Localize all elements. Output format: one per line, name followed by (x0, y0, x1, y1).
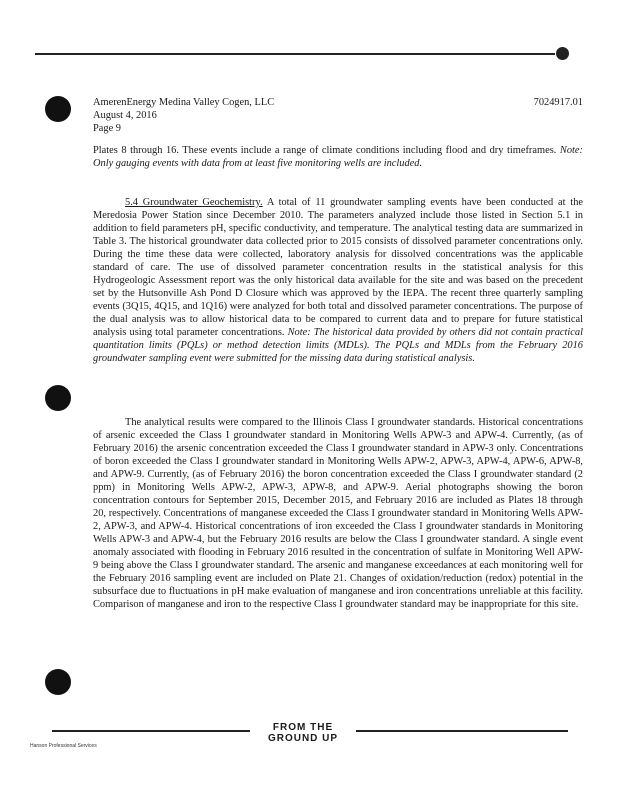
section-groundwater-geochemistry (93, 196, 583, 365)
letter-header (93, 96, 583, 135)
binder-hole-middle (45, 385, 71, 411)
company-name: AmerenEnergy Medina Valley Cogen, LLC (93, 97, 275, 108)
header-rule (35, 53, 555, 55)
paragraph-plates (93, 144, 583, 170)
footer-rule-right (356, 730, 568, 732)
document-date: August 4, 2016 (93, 110, 157, 121)
section-text: A total of 11 groundwater sampling events have been conducted at the Meredosia Power Station since December 2010. The parameters analyzed include those listed in Section 5.1 in addition to field parameters pH, specific conductivity, and temperature. The analytical testing data are summarized in Table 3. The historical groundwater data collected prior to 2015 consists of dissolved parameter concentrations only. During the time these data were collected, laboratory analysis for dissolved concentrations was the applicable standard of care. The use of dissolved parameter concentration results in the statistical analysis for this Hydrogeologic Assessment report was the only historical data available for the site and was based on the precedent set by the Hutsonville Ash Pond D Closure which was approved by the IEPA. The recent three quarterly sampling events (3Q15, 4Q15, and 1Q16) were analyzed for both total and dissolved parameter concentrations. The purpose of the dual analysis was to allow historical data to be compared to current data and to prepare for future statistical analysis using total parameter concentrations. (93, 197, 583, 338)
paragraph-analytical-results (93, 416, 583, 611)
paragraph-plates-text: Plates 8 through 16. These events include a range of climate conditions including flood and dry timeframes. (93, 145, 557, 156)
binder-hole-top (45, 96, 71, 122)
section-heading: 5.4 Groundwater Geochemistry. (125, 197, 263, 208)
company-logo-icon (556, 47, 569, 60)
analytical-results-text: The analytical results were compared to the Illinois Class I groundwater standards. Historical concentrations of arsenic exceeded the Class I groundwater standard in Monitoring Wells APW-3 and APW-4. Currently, (as of February 2016) the arsenic concentration exceeded the Class I groundwater standard in APW-3 only. Concentrations of boron exceeded the Class I groundwater standard in Monitoring Wells APW-2, APW-3, APW-4, APW-6, APW-8, and APW-9. Currently, (as of February 2016) the boron concentration exceeded the Class I groundwater standard (2 ppm) in Monitoring Wells APW-2, APW-3, APW-8, and APW-9. Aerial photographs showing the boron concentration contours for September 2015, December 2015, and February 2016 are included as Plates 18 through 20, respectively. Concentrations of manganese exceeded the Class I groundwater standard in Monitoring Wells APW-2, APW-3, and APW-4. Historical concentrations of iron exceeded the Class I groundwater standards in Monitoring Wells APW-3 and APW-4, but the February 2016 results are below the Class I groundwater standard. A single event anomaly associated with flooding in February 2016 resulted in the concentration of sulfate in Monitoring Well APW-9 being above the Class I groundwater standard. The arsenic and manganese exceedances at each monitoring well for the February 2016 sampling event are included on Plate 21. Changes of oxidation/reduction (redox) potential in the subsurface due to fluctuations in pH make evaluation of manganese and iron concentrations unreliable at this facility. Comparison of manganese and iron to the respective Class I groundwater standard may be inappropriate for this site. (93, 417, 583, 610)
paragraph-plates-note: Note: Only gauging events with data from at least five monitoring wells are included. (93, 145, 583, 169)
footer-rule-left (52, 730, 250, 732)
footer-logo: Hanson Professional Services (30, 743, 97, 749)
binder-hole-bottom (45, 669, 71, 695)
footer-tagline: FROM THE GROUND UP (267, 722, 339, 744)
section-note: Note: The historical data provided by others did not contain practical quantitation limits (PQLs) or method detection limits (MDLs). The PQLs and MDLs from the February 2016 groundwater sampling event were submitted for the missing data during statistical analysis. (93, 327, 583, 364)
page-number: Page 9 (93, 123, 121, 134)
project-number: 7024917.01 (533, 97, 583, 108)
